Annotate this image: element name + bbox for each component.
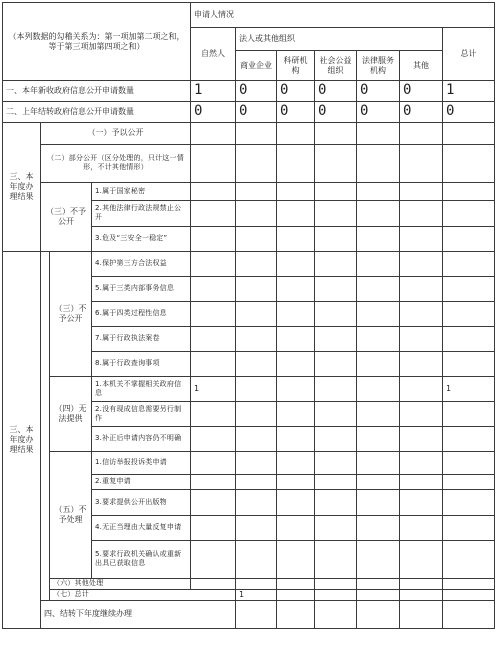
social-welfare-header: 社会公益组织 xyxy=(315,51,357,81)
partial-label: （二）部分公开（区分处理的，只计这一情形，不计其他情形） xyxy=(41,144,191,182)
list-item: 3.要求提供公开出版物 xyxy=(92,489,191,515)
value-cell: 1 xyxy=(191,376,236,401)
no-process-label: （五）不予处理 xyxy=(50,451,92,578)
value-cell: 0 xyxy=(236,81,277,102)
list-item: 8.属于行政查询事项 xyxy=(92,351,191,376)
natural-person-header: 自然人 xyxy=(191,28,236,81)
value-cell: 0 xyxy=(400,81,443,102)
value-cell: 1 xyxy=(236,589,277,600)
row-label: 二、上年结转政府信息公开申请数量 xyxy=(3,101,191,122)
other-header: 其他 xyxy=(400,51,443,81)
list-item: 2.没有现成信息需要另行制作 xyxy=(92,401,191,426)
list-item: 1.属于国家秘密 xyxy=(92,182,191,200)
list-item: 1.信访举报投诉类申请 xyxy=(92,451,191,474)
table-row xyxy=(3,251,495,276)
section3-label-b: 三、本年度办理结果 xyxy=(3,251,41,628)
table-row xyxy=(3,376,495,401)
total-header: 总计 xyxy=(443,28,495,81)
value-cell: 0 xyxy=(191,101,236,122)
list-item: 6.属于四类过程性信息 xyxy=(92,301,191,326)
section3-label-a: 三、本年度办理结果 xyxy=(3,122,41,251)
row-label: 一、本年新收政府信息公开申请数量 xyxy=(3,81,191,102)
list-item: 3.危及“三安全一稳定” xyxy=(92,226,191,251)
legal-org-header: 法人或其他组织 xyxy=(236,28,443,51)
list-item: 7.属于行政执法案卷 xyxy=(92,326,191,351)
not-public-label-b: （三）不予公开 xyxy=(50,251,92,376)
research-header: 科研机构 xyxy=(277,51,315,81)
applicant-info-header: 申请人情况 xyxy=(191,3,495,28)
value-cell: 0 xyxy=(443,101,495,122)
commercial-header: 商业企业 xyxy=(236,51,277,81)
list-item: 5.属于三类内部事务信息 xyxy=(92,276,191,301)
table-row xyxy=(3,578,495,589)
legal-service-header: 法律服务机构 xyxy=(357,51,400,81)
table-row xyxy=(3,101,495,122)
table-row xyxy=(3,81,495,102)
value-cell: 0 xyxy=(400,101,443,122)
public-label: （一）予以公开 xyxy=(41,122,191,144)
table-note: （本列数据的勾稽关系为：第一项加第二项之和，等于第三项加第四项之和） xyxy=(3,3,191,81)
value-cell: 0 xyxy=(277,81,315,102)
value-cell: 1 xyxy=(191,81,236,102)
unable-label: （四）无法提供 xyxy=(50,376,92,451)
table-row xyxy=(3,122,495,144)
list-item: 4.保护第三方合法权益 xyxy=(92,251,191,276)
table-row xyxy=(3,589,495,600)
table-row xyxy=(3,451,495,474)
list-item: 4.无正当理由大量反复申请 xyxy=(92,515,191,540)
not-public-label-a: （三）不予公开 xyxy=(41,182,92,251)
value-cell: 0 xyxy=(357,101,400,122)
statistics-table xyxy=(2,2,495,629)
list-item: 3.补正后申请内容仍不明确 xyxy=(92,426,191,451)
value-cell: 0 xyxy=(277,101,315,122)
other-process-label: （六）其他处理 xyxy=(50,578,191,589)
list-item: 2.其他法律行政法规禁止公开 xyxy=(92,200,191,226)
disclosure-statistics-sheet xyxy=(2,2,496,629)
table-row xyxy=(3,182,495,200)
section4-label: 四、结转下年度继续办理 xyxy=(41,600,236,628)
value-cell: 0 xyxy=(357,81,400,102)
list-item: 5.要求行政机关确认或重新出具已获取信息 xyxy=(92,540,191,578)
table-row xyxy=(3,600,495,628)
list-item: 2.重复申请 xyxy=(92,474,191,489)
value-cell: 0 xyxy=(236,101,277,122)
list-item: 1.本机关不掌握相关政府信息 xyxy=(92,376,191,401)
value-cell: 1 xyxy=(443,376,495,401)
value-cell: 0 xyxy=(315,101,357,122)
table-row xyxy=(3,144,495,182)
value-cell: 0 xyxy=(315,81,357,102)
value-cell: 1 xyxy=(443,81,495,102)
total-label: （七）总计 xyxy=(50,589,236,600)
